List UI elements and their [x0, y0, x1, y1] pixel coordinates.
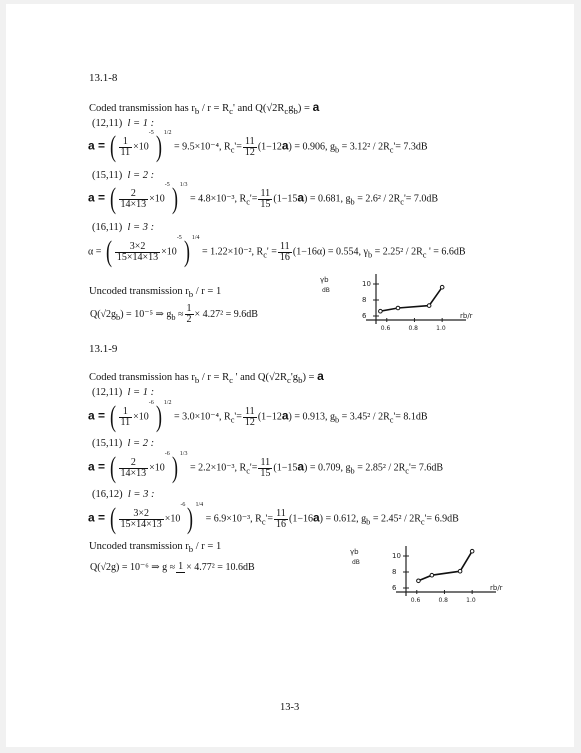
- equation-l3: a = ( $\frac{3\times 2}{15\times 14\times 13}$ $\times 10^{-6}$) $^{1/4}$ = 6.9×10⁻³, $R_c'=$ $\frac{11}{16}$ (1−16a) = 0.612, $g_b = 2.45^2 / 2R_c'= 6.9dB$: [88, 502, 459, 535]
- equation-l1: a = ( $\frac{1}{11}$ $\times 10^{-6}$) $^{1/2}$ = 3.0×10⁻⁴, $R_c'=$ $\frac{11}{12}$ (1−12a) = 0.913, $g_b = 3.45^2 / 2R_c'= 8.1dB$: [88, 400, 428, 433]
- uncoded-line: Uncoded transmission $r_b / r = 1$: [89, 541, 222, 555]
- data-point: [417, 579, 421, 583]
- chart-gamma-vs-rate-1: [306, 272, 476, 352]
- y-axis-unit: dB: [322, 287, 330, 294]
- y-tick-label: 10: [362, 280, 371, 288]
- code-label: (15,11) l = 2 :: [92, 438, 155, 449]
- chart-gamma-vs-rate-2: [336, 544, 506, 624]
- x-tick-label: 1.0: [436, 325, 446, 332]
- code-label: (15,11) l = 2 :: [92, 170, 155, 181]
- y-tick-label: 8: [362, 296, 367, 304]
- x-tick-label: 1.0: [466, 597, 476, 604]
- y-tick-label: 6: [362, 312, 367, 320]
- coded-intro-1: Coded transmission has $r_b / r = R_c'$ and $Q(√2R_cg_b) = a$: [89, 100, 320, 117]
- code-label: (16,12) l = 3 :: [92, 489, 155, 500]
- equation-l1: a = ( $\frac{1}{11}$ $\times 10^{-5}$) $^{1/2}$ = 9.5×10⁻⁴, $R_c'=$ $\frac{11}{12}$ (1−12a) = 0.906, $g_b = 3.12^2 / 2R_c'= 7.3dB$: [88, 130, 428, 163]
- section-title-13-1-8: 13.1-8: [89, 72, 118, 84]
- x-tick-label: 0.6: [410, 597, 421, 604]
- data-line: [380, 287, 442, 311]
- x-axis-label: rb/r: [460, 312, 473, 320]
- section-title-13-1-9: 13.1-9: [89, 343, 118, 355]
- equation-l2: a = ( $\frac{2}{14\times 13}$ $\times 10^{-5}$) $^{1/3}$ = 4.8×10⁻³, $R_c'=$ $\frac{11}{15}$ (1−15a) = 0.681, $g_b = 2.6^2 / 2R_c'= 7.0dB$: [88, 182, 439, 215]
- data-point: [379, 309, 383, 313]
- data-point: [458, 569, 462, 573]
- uncoded-line: Uncoded transmission $r_b / r = 1$: [89, 286, 222, 300]
- page: [6, 4, 574, 747]
- page-number: 13-3: [280, 702, 300, 713]
- y-axis-label: γb: [350, 548, 359, 556]
- uncoded-equation: $Q(√2g_b) = 10^{-5}$ ⇒ $g_b$ ≈ $\frac{1}{2}$ × 4.27² = 9.6dB: [90, 303, 258, 325]
- data-point: [396, 306, 400, 310]
- x-tick-label: 0.8: [408, 325, 419, 332]
- y-tick-label: 6: [392, 584, 397, 592]
- code-label: (12,11) l = 1 :: [92, 118, 155, 129]
- x-tick-label: 0.6: [380, 325, 391, 332]
- x-axis-label: rb/r: [490, 584, 503, 592]
- y-axis-unit: dB: [352, 559, 360, 566]
- code-label: (16,11) l = 3 :: [92, 222, 155, 233]
- data-point: [430, 573, 434, 577]
- y-axis-label: γb: [320, 276, 329, 284]
- y-tick-label: 8: [392, 568, 397, 576]
- x-tick-label: 0.8: [438, 597, 449, 604]
- data-point: [470, 549, 474, 553]
- data-point: [440, 285, 444, 289]
- data-line: [418, 551, 472, 581]
- data-point: [427, 304, 431, 308]
- equation-l3: α = ( $\frac{3\times 2}{15\times 14\times 13}$ $\times 10^{-5}$) $^{1/4}$ = 1.22×10⁻², $R_c'$ = $\frac{11}{16}$ (1−16α) = 0.554, $\gamma_b = 2.25^2 / 2R_c$ ' = 6.6dB: [88, 235, 466, 268]
- y-tick-label: 10: [392, 552, 401, 560]
- code-label: (12,11) l = 1 :: [92, 387, 155, 398]
- uncoded-equation: Q(√2g) = 10⁻⁶ ⇒ g ≈ 1 × 4.77² = 10.6dB: [90, 561, 255, 573]
- equation-l2: a = ( $\frac{2}{14\times 13}$ $\times 10^{-6}$) $^{1/3}$ = 2.2×10⁻³, $R_c'=$ $\frac{11}{15}$ (1−15a) = 0.709, $g_b = 2.85^2 / 2R_c'= 7.6dB$: [88, 451, 444, 484]
- coded-intro-2: Coded transmission has $r_b / r = R_c$ ' and $Q(√2R_c'g_b) = a$: [89, 369, 324, 386]
